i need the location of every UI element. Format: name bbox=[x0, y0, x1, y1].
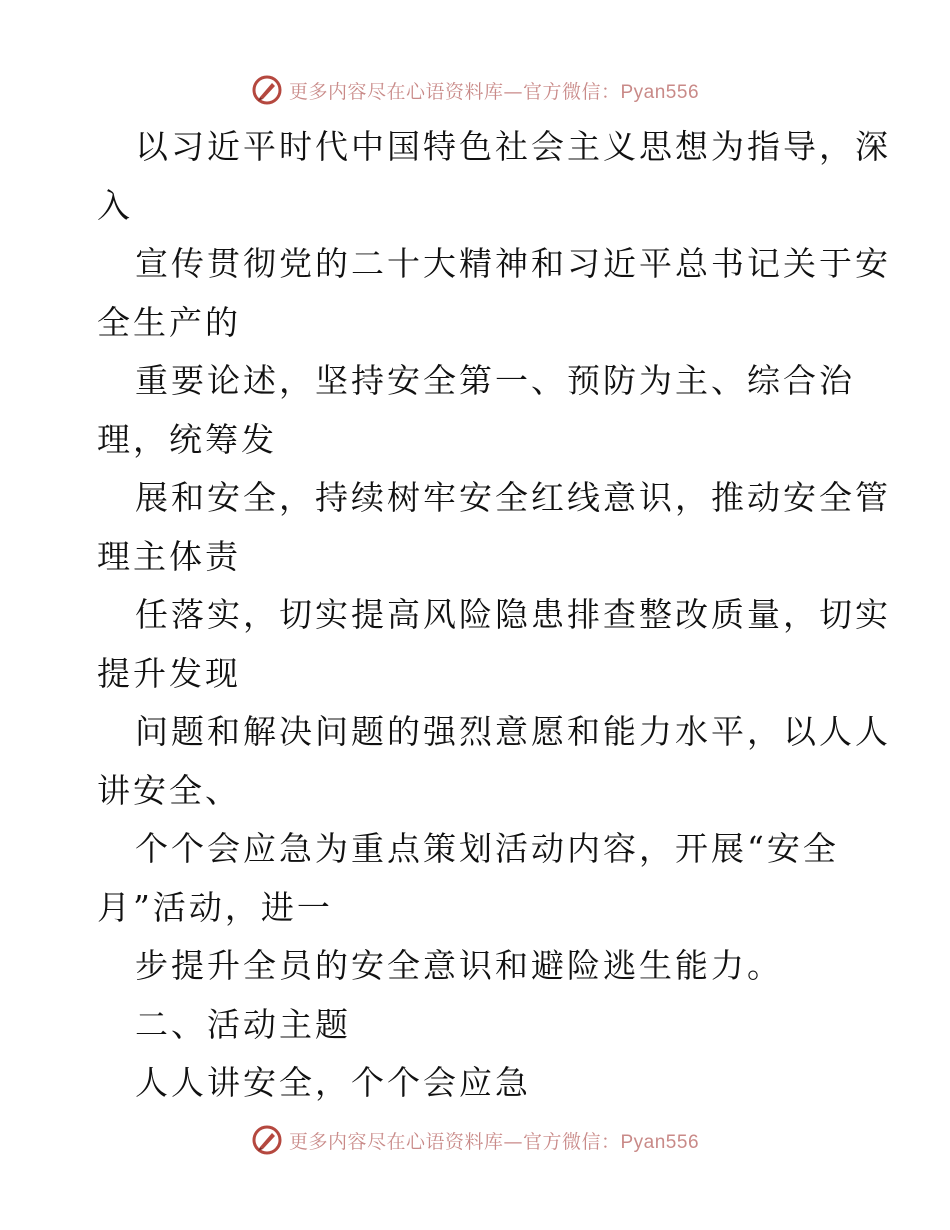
text-line: 重要论述，坚持安全第一、预防为主、综合治 bbox=[135, 361, 855, 400]
text-line: 理主体责 bbox=[97, 536, 241, 576]
pen-logo-icon bbox=[251, 1124, 283, 1156]
watermark-label: 官方微信： bbox=[522, 80, 621, 103]
text-line: 月”活动，进一 bbox=[97, 887, 333, 927]
watermark-label: 官方微信： bbox=[522, 1130, 621, 1153]
watermark-separator: — bbox=[503, 1130, 523, 1153]
text-line: 人人讲安全，个个会应急 bbox=[135, 1063, 531, 1102]
text-line: 步提升全员的安全意识和避险逃生能力。 bbox=[135, 946, 783, 985]
text-line: 入 bbox=[97, 185, 133, 225]
watermark-brand: 更多内容尽在心语资料库 bbox=[288, 1130, 504, 1153]
text-line: 全生产的 bbox=[97, 302, 241, 342]
text-line: 二、活动主题 bbox=[135, 1004, 351, 1044]
text-line: 理，统筹发 bbox=[97, 419, 277, 459]
text-line: 讲安全、 bbox=[97, 770, 241, 810]
watermark-brand: 更多内容尽在心语资料库 bbox=[288, 80, 504, 103]
text-line: 提升发现 bbox=[97, 653, 241, 693]
footer-watermark bbox=[0, 1120, 950, 1160]
document-body bbox=[97, 118, 891, 1113]
header-watermark bbox=[0, 70, 950, 110]
watermark-text bbox=[289, 77, 699, 104]
text-line: 任落实，切实提高风险隐患排查整改质量，切实 bbox=[135, 595, 891, 634]
pen-logo-icon bbox=[251, 74, 283, 106]
watermark-wechat-id: Pyan556 bbox=[620, 1131, 700, 1153]
text-line: 以习近平时代中国特色社会主义思想为指导，深 bbox=[135, 127, 891, 166]
watermark-text bbox=[289, 1127, 699, 1154]
text-line: 宣传贯彻党的二十大精神和习近平总书记关于安 bbox=[135, 244, 891, 283]
text-line: 展和安全，持续树牢安全红线意识，推动安全管 bbox=[135, 478, 891, 517]
text-line: 个个会应急为重点策划活动内容，开展“安全 bbox=[135, 829, 839, 868]
watermark-wechat-id: Pyan556 bbox=[620, 81, 700, 103]
watermark-separator: — bbox=[503, 80, 523, 103]
text-line: 问题和解决问题的强烈意愿和能力水平，以人人 bbox=[135, 712, 891, 751]
